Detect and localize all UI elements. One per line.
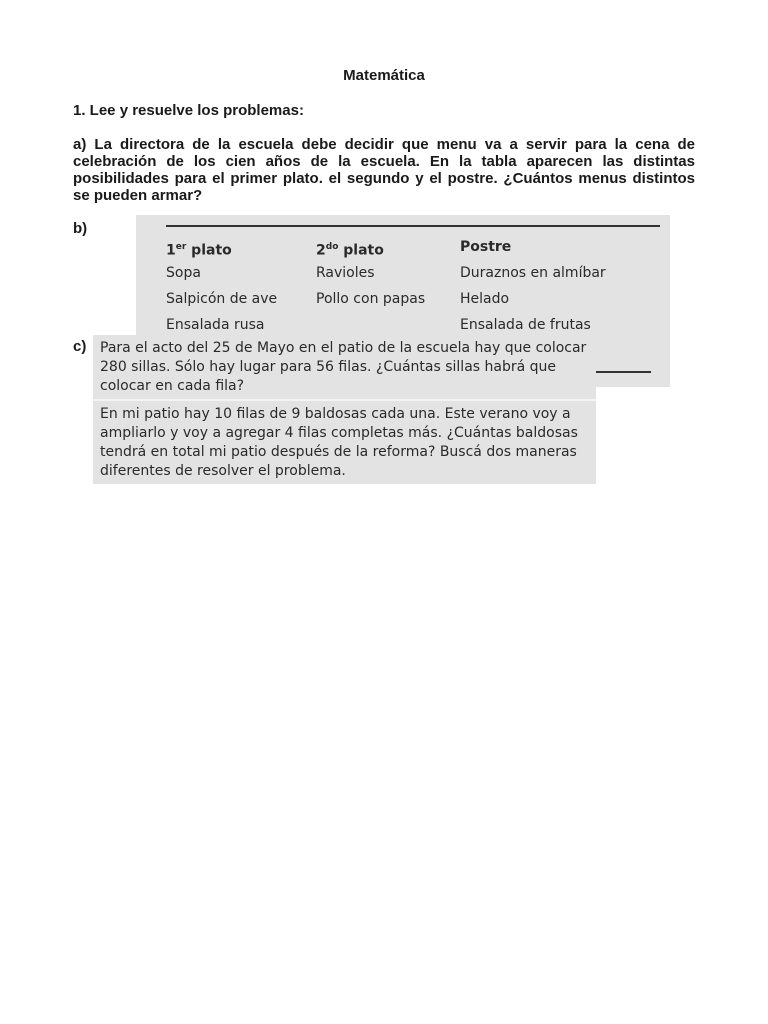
table-cell: Ensalada de frutas (460, 317, 591, 333)
section-heading: 1. Lee y resuelve los problemas: (73, 102, 304, 119)
table-cell: Pollo con papas (316, 291, 426, 307)
table-column-first-course (166, 237, 277, 341)
table-bottom-rule (596, 371, 651, 373)
table-column-dessert (460, 237, 606, 341)
column-header-dessert: Postre (460, 239, 512, 255)
divider (93, 399, 596, 401)
table-cell: Sopa (166, 265, 201, 281)
problem-a-text: a) La directora de la escuela debe decidir que menu va a servir para la cena de celebración de los cien años de la escuela. En la tabla aparecen las distintas posibilidades para el primer plato. el segundo y el postre. ¿Cuántos menus distintos se pueden armar? (73, 136, 695, 204)
page-title: Matemática (343, 67, 425, 84)
table-cell: Helado (460, 291, 510, 307)
table-cell: Ensalada rusa (166, 317, 265, 333)
table-column-second-course (316, 237, 425, 315)
table-cell: Ravioles (316, 265, 375, 281)
column-header-first-course: 1er plato (166, 242, 232, 259)
table-cell: Duraznos en almíbar (460, 265, 606, 281)
problem-sillas-text: Para el acto del 25 de Mayo en el patio de la escuela hay que colocar 280 sillas. Sólo hay lugar para 56 filas. ¿Cuántas sillas habrá que colocar en cada fila? (100, 340, 587, 394)
problem-baldosas-text: En mi patio hay 10 filas de 9 baldosas cada una. Este verano voy a ampliarlo y voy a agregar 4 filas completas más. ¿Cuántas baldosas tendrá en total mi patio después de la reforma? Buscá dos maneras diferentes de resolver el problema. (100, 406, 578, 479)
table-cell: Salpicón de ave (166, 291, 278, 307)
label-b: b) (73, 220, 88, 237)
table-top-rule (166, 225, 660, 227)
problems-image (93, 335, 596, 484)
label-c: c) (73, 338, 87, 355)
column-header-second-course: $2^{do}$ plato (316, 242, 384, 259)
